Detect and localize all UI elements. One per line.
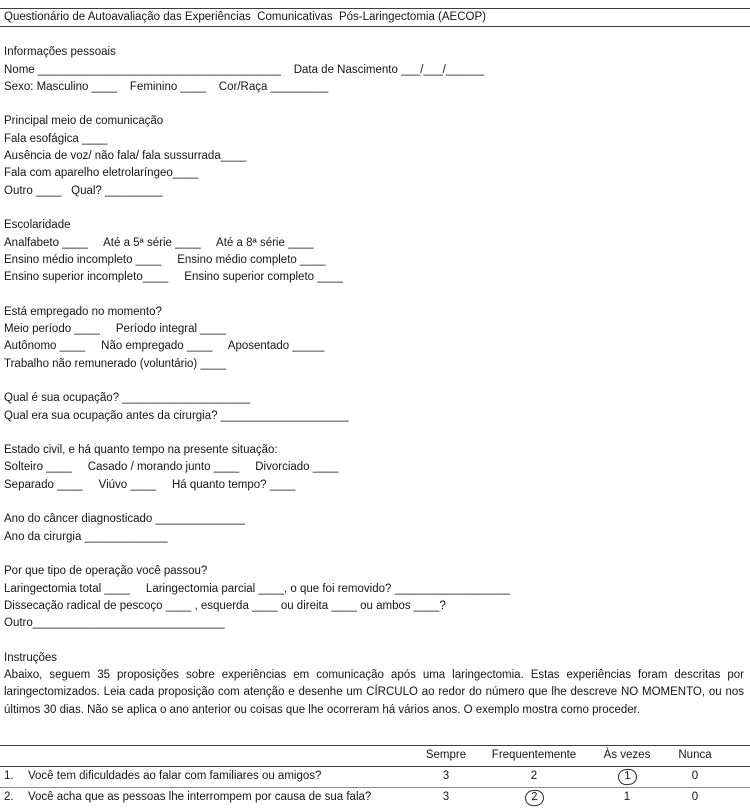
form-line: Dissecação radical de pescoço ____ , esquerda ____ ou direita ____ ou ambos ____? [4, 599, 446, 612]
question-number: 2. [4, 791, 14, 804]
question-text [0, 766, 412, 787]
form-line: Sexo: Masculino ____ Feminino ____ Cor/Raça _________ [4, 80, 329, 93]
questions-table [0, 745, 750, 808]
form-line: Meio período ____ Período integral ____ [4, 323, 226, 336]
form-line: Trabalho não remunerado (voluntário) ____ [4, 357, 227, 370]
question-column-header [0, 745, 412, 766]
table-header-row [0, 745, 750, 766]
form-section [0, 113, 750, 199]
answer-value: 1 [588, 787, 666, 808]
form-sections [0, 44, 750, 632]
form-section [0, 304, 750, 373]
instructions-heading: Instruções [4, 651, 58, 664]
answer-circle-mark: 1 [617, 769, 637, 786]
form-line: Laringectomia total ____ Laringectomia parcial ____, o que foi removido? __________________ [4, 582, 510, 595]
column-header: Nunca [666, 745, 750, 766]
form-section [0, 511, 750, 546]
form-line: Separado ____ Viúvo ____ Há quanto tempo? ____ [4, 478, 296, 491]
form-line: Solteiro ____ Casado / morando junto ____ Divorciado ____ [4, 461, 339, 474]
form-line: Ano da cirurgia _____________ [4, 530, 168, 543]
answer-circle-mark: 2 [524, 790, 544, 807]
column-header: Sempre [412, 745, 480, 766]
form-section [0, 563, 750, 632]
answer-value: 2 [480, 766, 588, 787]
form-line: Ano do câncer diagnosticado ______________ [4, 513, 246, 526]
section-heading: Principal meio de comunicação [4, 115, 164, 128]
form-section [0, 217, 750, 286]
section-heading: Escolaridade [4, 219, 71, 232]
question-row [0, 787, 750, 808]
form-line: Ensino superior incompleto____ Ensino superior completo ____ [4, 271, 343, 284]
column-header: Às vezes [588, 745, 666, 766]
form-line: Ausência de voz/ não fala/ fala sussurrada____ [4, 150, 247, 163]
form-section [0, 44, 750, 96]
form-line: Ensino médio incompleto ____ Ensino médio completo ____ [4, 253, 326, 266]
question-label: Você acha que as pessoas lhe interrompem por causa de sua fala? [28, 791, 372, 804]
section-heading: Está empregado no momento? [4, 305, 162, 318]
section-heading: Por que tipo de operação você passou? [4, 565, 208, 578]
answer-value: 0 [666, 766, 750, 787]
form-line: Qual era sua ocupação antes da cirurgia? ____________________ [4, 409, 349, 422]
section-heading: Estado civil, e há quanto tempo na presente situação: [4, 444, 278, 457]
form-section [0, 390, 750, 425]
instructions-block [0, 650, 750, 719]
form-line: Autônomo ____ Não empregado ____ Aposentado _____ [4, 340, 325, 353]
form-line: Nome ______________________________________ Data de Nascimento ___/___/______ [4, 63, 485, 76]
form-line: Fala esofágica ____ [4, 132, 108, 145]
question-label: Você tem dificuldades ao falar com familiares ou amigos? [28, 770, 322, 783]
answer-value: 3 [412, 766, 480, 787]
form-line: Fala com aparelho eletrolaríngeo____ [4, 167, 199, 180]
question-number: 1. [4, 770, 14, 783]
form-section [0, 442, 750, 494]
answer-value-circled [480, 787, 588, 808]
document-title: Questionário de Autoavaliação das Experiências Comunicativas Pós-Laringectomia (AECOP) [4, 11, 486, 23]
title-rule-bottom [0, 26, 750, 27]
section-heading: Informações pessoais [4, 46, 116, 59]
answer-value-circled [588, 766, 666, 787]
column-header: Frequentemente [480, 745, 588, 766]
question-text [0, 787, 412, 808]
form-line: Qual é sua ocupação? ____________________ [4, 392, 251, 405]
question-row [0, 766, 750, 787]
questions-tbody [0, 766, 750, 808]
form-line: Outro ____ Qual? _________ [4, 184, 163, 197]
form-line: Outro______________________________ [4, 617, 225, 630]
form-line: Analfabeto ____ Até a 5ª série ____ Até a 8ª série ____ [4, 236, 314, 249]
answer-value: 0 [666, 787, 750, 808]
instructions-text: Abaixo, seguem 35 proposições sobre experiências em comunicação após uma laringectomia. Estas experiências foram descritas por laringectomizados. Leia cada proposição com atenção e desenhe um CÍRCULO ao redor do número que lhe descreve NO MOMENTO, ou nos últimos 30 dias. Não se aplica o ano anterior ou coisas que lhe ocorreram há vários anos. O exemplo mostra como proceder. [4, 668, 744, 716]
answer-value: 3 [412, 787, 480, 808]
